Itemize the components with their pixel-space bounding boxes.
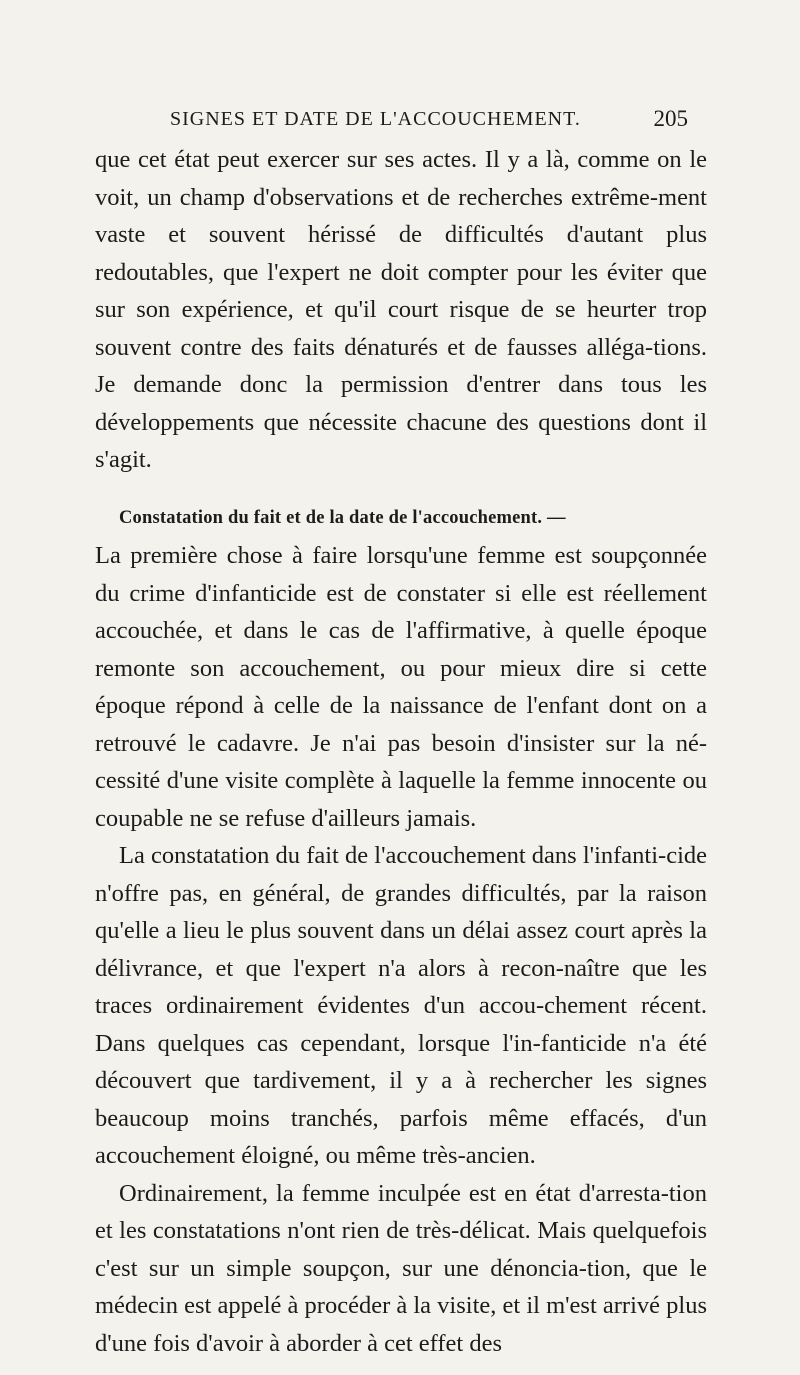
- section-heading: Constatation du fait et de la date de l'accouchement. —: [119, 507, 566, 528]
- page-body: [95, 141, 707, 1362]
- paragraph: La première chose à faire lorsqu'une femme est soupçonnée du crime d'infanticide est de constater si elle est réellement accouchée, et dans le cas de l'affirmative, à quelle époque remonte son accouchement, ou pour mieux dire si cette époque répond à celle de la naissance de l'enfant dont on a retrouvé le cadavre. Je n'ai pas besoin d'insister sur la né-cessité d'une visite complète à laquelle la femme innocente ou coupable ne se refuse d'ailleurs jamais.: [95, 542, 707, 832]
- page-number: 205: [653, 106, 688, 131]
- paragraph: La constatation du fait de l'accouchement dans l'infanti-cide n'offre pas, en général, de grandes difficultés, par la raison qu'elle a lieu le plus souvent dans un délai assez court après la délivrance, et que l'expert n'a alors à recon-naître que les traces ordinairement évidentes d'un accou-chement récent. Dans quelques cas cependant, lorsque l'in-fanticide n'a été découvert que tardivement, il y a à rechercher les signes beaucoup moins tranchés, parfois même effacés, d'un accouchement éloigné, ou même très-ancien.: [95, 842, 707, 1169]
- section-spacer: [95, 479, 707, 497]
- section-paragraph: [95, 497, 707, 538]
- paragraph: Ordinairement, la femme inculpée est en état d'arresta-tion et les constatations n'ont rien de très-délicat. Mais quelquefois c'est sur un simple soupçon, sur une dénoncia-tion, que le médecin est appelé à procéder à la visite, et il m'est arrivé plus d'une fois d'avoir à aborder à cet effet des: [95, 1179, 707, 1357]
- paragraph-continuation: que cet état peut exercer sur ses actes. Il y a là, comme on le voit, un champ d'observations et de recherches extrême-ment vaste et souvent hérissé de difficultés d'autant plus redoutables, que l'expert ne doit compter pour les éviter que sur son expérience, et qu'il court risque de se heurter trop souvent contre des faits dénaturés et de fausses alléga-tions. Je demande donc la permission d'entrer dans tous les développements que nécessite chacune des questions dont il s'agit.: [95, 146, 707, 473]
- running-header: [170, 108, 688, 138]
- running-title: SIGNES ET DATE DE L'ACCOUCHEMENT.: [170, 108, 581, 130]
